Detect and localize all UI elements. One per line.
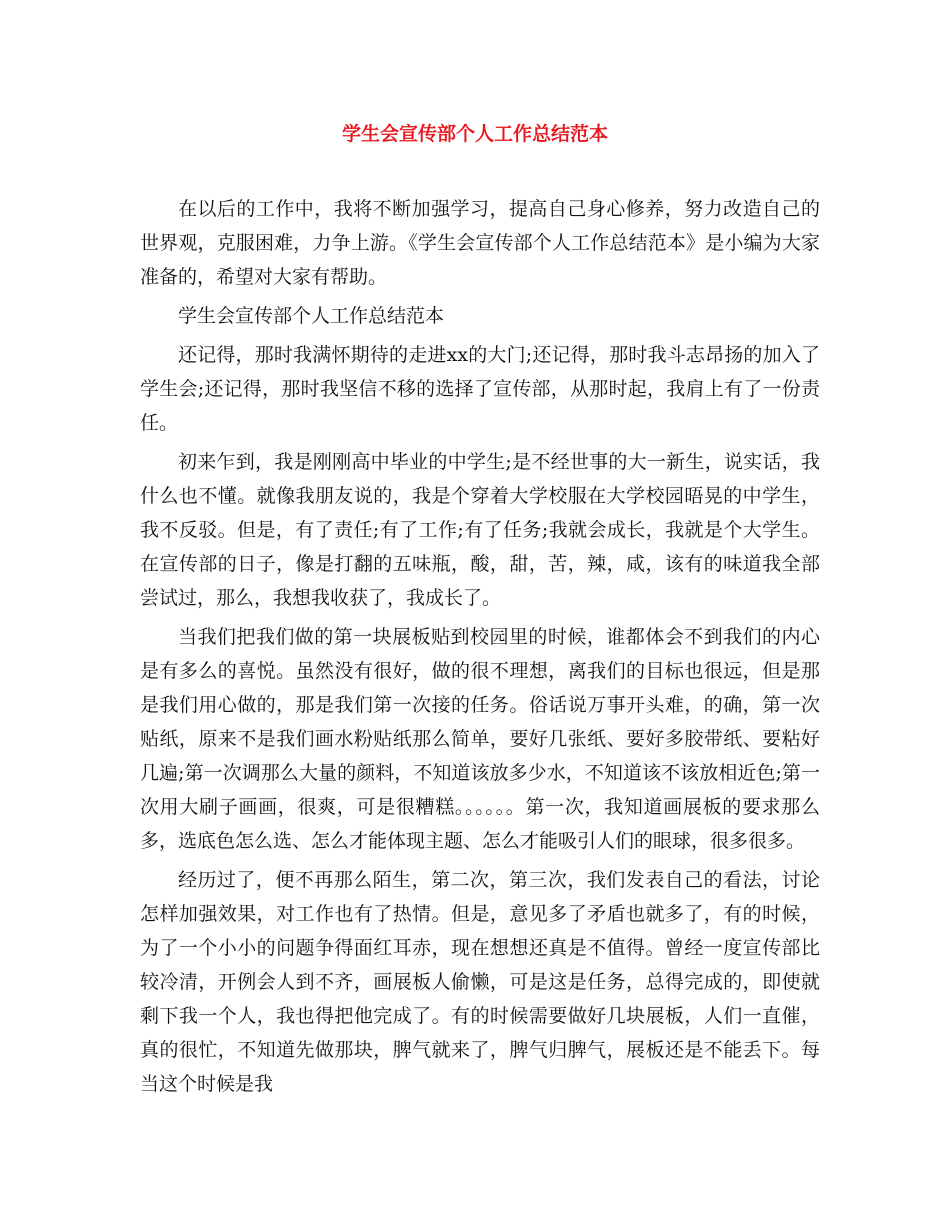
document-body: [140, 192, 820, 1106]
document-title: 学生会宣传部个人工作总结范本: [341, 123, 608, 145]
paragraph-memory: 还记得，那时我满怀期待的走进xx的大门;还记得，那时我斗志昂扬的加入了学生会;还记得，那时我坚信不移的选择了宣传部，从那时起，我肩上有了一份责任。: [140, 344, 820, 434]
paragraph-experience: 经历过了，便不再那么陌生，第二次，第三次，我们发表自己的看法，讨论怎样加强效果，对工作也有了热情。但是，意见多了矛盾也就多了，有的时候，为了一个小小的问题争得面红耳赤，现在想想还真是不值得。曾经一度宣传部比较冷清，开例会人到不齐，画展板人偷懒，可是这是任务，总得完成的，即使就剩下我一个人，我也得把他完成了。有的时候需要做好几块展板，人们一直催，真的很忙，不知道先做那块，脾气就来了，脾气归脾气，展板还是不能丢下。每当这个时候是我: [140, 869, 820, 1095]
paragraph-subtitle: 学生会宣传部个人工作总结范本: [178, 305, 445, 327]
paragraph-intro: 在以后的工作中，我将不断加强学习，提高自己身心修养，努力改造自己的世界观，克服困难，力争上游。《学生会宣传部个人工作总结范本》是小编为大家准备的，希望对大家有帮助。: [140, 198, 820, 288]
paragraph-first-board: 当我们把我们做的第一块展板贴到校园里的时候，谁都体会不到我们的内心是有多么的喜悦。虽然没有很好，做的很不理想，离我们的目标也很远，但是那是我们用心做的，那是我们第一次接的任务。俗话说万事开头难，的确，第一次贴纸，原来不是我们画水粉贴纸那么简单，要好几张纸、要好多胶带纸、要粘好几遍;第一次调那么大量的颜料，不知道该放多少水，不知道该不该放相近色;第一次用大刷子画画，很爽，可是很糟糕。。。。。。第一次，我知道画展板的要求那么多，选底色怎么选、怎么才能体现主题、怎么才能吸引人们的眼球，很多很多。: [140, 626, 820, 852]
paragraph-newcomer: 初来乍到，我是刚刚高中毕业的中学生;是不经世事的大一新生，说实话，我什么也不懂。就像我朋友说的，我是个穿着大学校服在大学校园晤晃的中学生，我不反驳。但是，有了责任;有了工作;有了任务;我就会成长，我就是个大学生。在宣传部的日子，像是打翻的五味瓶，酸，甜，苦，辣，咸，该有的味道我全部尝试过，那么，我想我收获了，我成长了。: [140, 451, 820, 609]
